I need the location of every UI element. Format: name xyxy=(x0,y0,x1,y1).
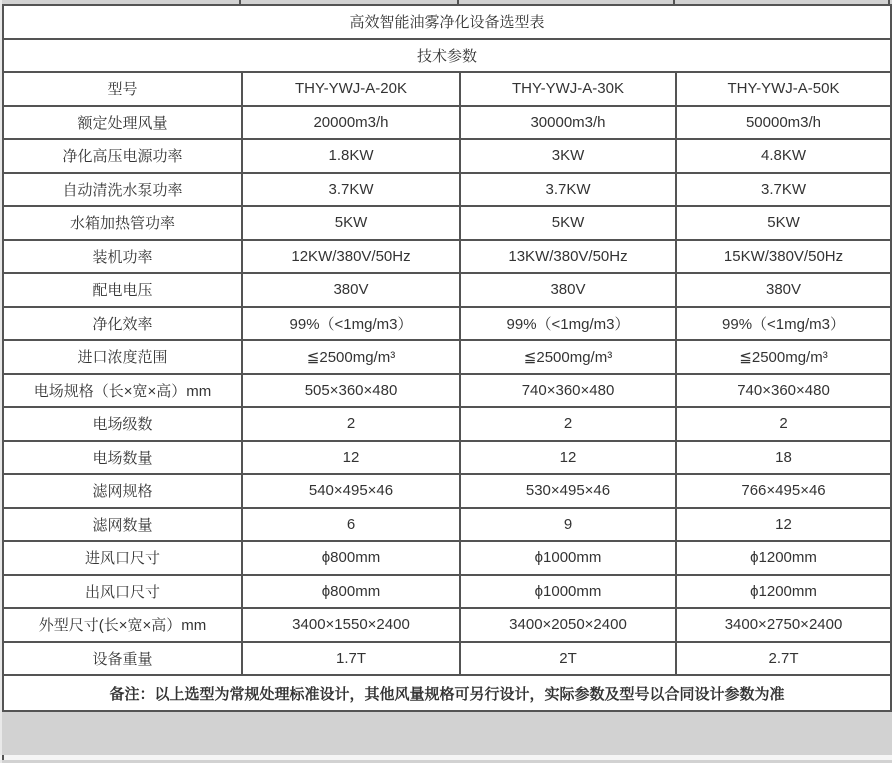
spec-row xyxy=(3,340,891,374)
value-cell: ϕ1000mm xyxy=(460,541,676,575)
value-cell: 4.8KW xyxy=(676,139,891,173)
value-cell: 18 xyxy=(676,441,891,475)
spec-row xyxy=(3,474,891,508)
value-cell: ϕ1200mm xyxy=(676,541,891,575)
value-cell: 9 xyxy=(460,508,676,542)
value-cell: 99%（<1mg/m3） xyxy=(460,307,676,341)
spec-row xyxy=(3,642,891,676)
value-cell: 5KW xyxy=(676,206,891,240)
value-cell: 99%（<1mg/m3） xyxy=(242,307,460,341)
spec-row xyxy=(3,307,891,341)
spec-row xyxy=(3,608,891,642)
table-subtitle: 技术参数 xyxy=(3,39,891,73)
table-title: 高效智能油雾净化设备选型表 xyxy=(3,5,891,39)
value-cell: 3400×2050×2400 xyxy=(460,608,676,642)
value-cell: 5KW xyxy=(460,206,676,240)
spec-row xyxy=(3,240,891,274)
spec-row xyxy=(3,441,891,475)
row-label: 净化效率 xyxy=(3,307,242,341)
row-label: 装机功率 xyxy=(3,240,242,274)
row-label: 出风口尺寸 xyxy=(3,575,242,609)
value-cell: ≦2500mg/m³ xyxy=(242,340,460,374)
spec-row xyxy=(3,273,891,307)
value-cell: 2T xyxy=(460,642,676,676)
row-label: 额定处理风量 xyxy=(3,106,242,140)
value-cell: 540×495×46 xyxy=(242,474,460,508)
spec-row xyxy=(3,72,891,106)
spec-row xyxy=(3,508,891,542)
value-cell: 1.8KW xyxy=(242,139,460,173)
row-label: 型号 xyxy=(3,72,242,106)
value-cell: 50000m3/h xyxy=(676,106,891,140)
value-cell: 12 xyxy=(676,508,891,542)
row-label: 水箱加热管功率 xyxy=(3,206,242,240)
value-cell: 3400×1550×2400 xyxy=(242,608,460,642)
value-cell: 380V xyxy=(676,273,891,307)
spec-table xyxy=(2,4,892,712)
value-cell: 99%（<1mg/m3） xyxy=(676,307,891,341)
value-cell: THY-YWJ-A-50K xyxy=(676,72,891,106)
spec-row xyxy=(3,407,891,441)
value-cell: 13KW/380V/50Hz xyxy=(460,240,676,274)
left-border-fragment xyxy=(2,755,4,760)
value-cell: ϕ800mm xyxy=(242,575,460,609)
value-cell: 530×495×46 xyxy=(460,474,676,508)
value-cell: 12KW/380V/50Hz xyxy=(242,240,460,274)
value-cell: 3.7KW xyxy=(460,173,676,207)
table-title-row xyxy=(3,5,891,39)
value-cell: ≦2500mg/m³ xyxy=(460,340,676,374)
spec-row xyxy=(3,173,891,207)
value-cell: 12 xyxy=(242,441,460,475)
value-cell: 2 xyxy=(242,407,460,441)
row-label: 电场数量 xyxy=(3,441,242,475)
spec-sheet xyxy=(2,4,892,712)
row-label: 电场规格（长×宽×高）mm xyxy=(3,374,242,408)
remark-text: 备注：以上选型为常规处理标准设计，其他风量规格可另行设计，实际参数及型号以合同设计参数为准 xyxy=(3,675,891,711)
value-cell: THY-YWJ-A-30K xyxy=(460,72,676,106)
row-label: 滤网规格 xyxy=(3,474,242,508)
value-cell: 740×360×480 xyxy=(676,374,891,408)
value-cell: ≦2500mg/m³ xyxy=(676,340,891,374)
value-cell: 5KW xyxy=(242,206,460,240)
value-cell: ϕ800mm xyxy=(242,541,460,575)
spec-row xyxy=(3,206,891,240)
spec-row xyxy=(3,106,891,140)
value-cell: 20000m3/h xyxy=(242,106,460,140)
value-cell: 6 xyxy=(242,508,460,542)
table-subtitle-row xyxy=(3,39,891,73)
row-label: 净化高压电源功率 xyxy=(3,139,242,173)
value-cell: 3400×2750×2400 xyxy=(676,608,891,642)
value-cell: 3.7KW xyxy=(242,173,460,207)
row-label: 配电电压 xyxy=(3,273,242,307)
value-cell: 12 xyxy=(460,441,676,475)
value-cell: 30000m3/h xyxy=(460,106,676,140)
value-cell: 2.7T xyxy=(676,642,891,676)
value-cell: THY-YWJ-A-20K xyxy=(242,72,460,106)
row-label: 滤网数量 xyxy=(3,508,242,542)
value-cell: 3KW xyxy=(460,139,676,173)
value-cell: 3.7KW xyxy=(676,173,891,207)
value-cell: ϕ1200mm xyxy=(676,575,891,609)
value-cell: 15KW/380V/50Hz xyxy=(676,240,891,274)
spec-row xyxy=(3,139,891,173)
value-cell: 740×360×480 xyxy=(460,374,676,408)
row-label: 进口浓度范围 xyxy=(3,340,242,374)
value-cell: 380V xyxy=(242,273,460,307)
value-cell: 2 xyxy=(460,407,676,441)
value-cell: 505×360×480 xyxy=(242,374,460,408)
row-label: 设备重量 xyxy=(3,642,242,676)
value-cell: 1.7T xyxy=(242,642,460,676)
row-label: 外型尺寸(长×宽×高）mm xyxy=(3,608,242,642)
row-label: 进风口尺寸 xyxy=(3,541,242,575)
value-cell: 2 xyxy=(676,407,891,441)
cropped-area-below xyxy=(0,755,892,760)
row-label: 自动清洗水泵功率 xyxy=(3,173,242,207)
row-label: 电场级数 xyxy=(3,407,242,441)
spec-row xyxy=(3,575,891,609)
remark-row xyxy=(3,675,891,711)
spec-row xyxy=(3,374,891,408)
spec-row xyxy=(3,541,891,575)
value-cell: ϕ1000mm xyxy=(460,575,676,609)
value-cell: 380V xyxy=(460,273,676,307)
value-cell: 766×495×46 xyxy=(676,474,891,508)
